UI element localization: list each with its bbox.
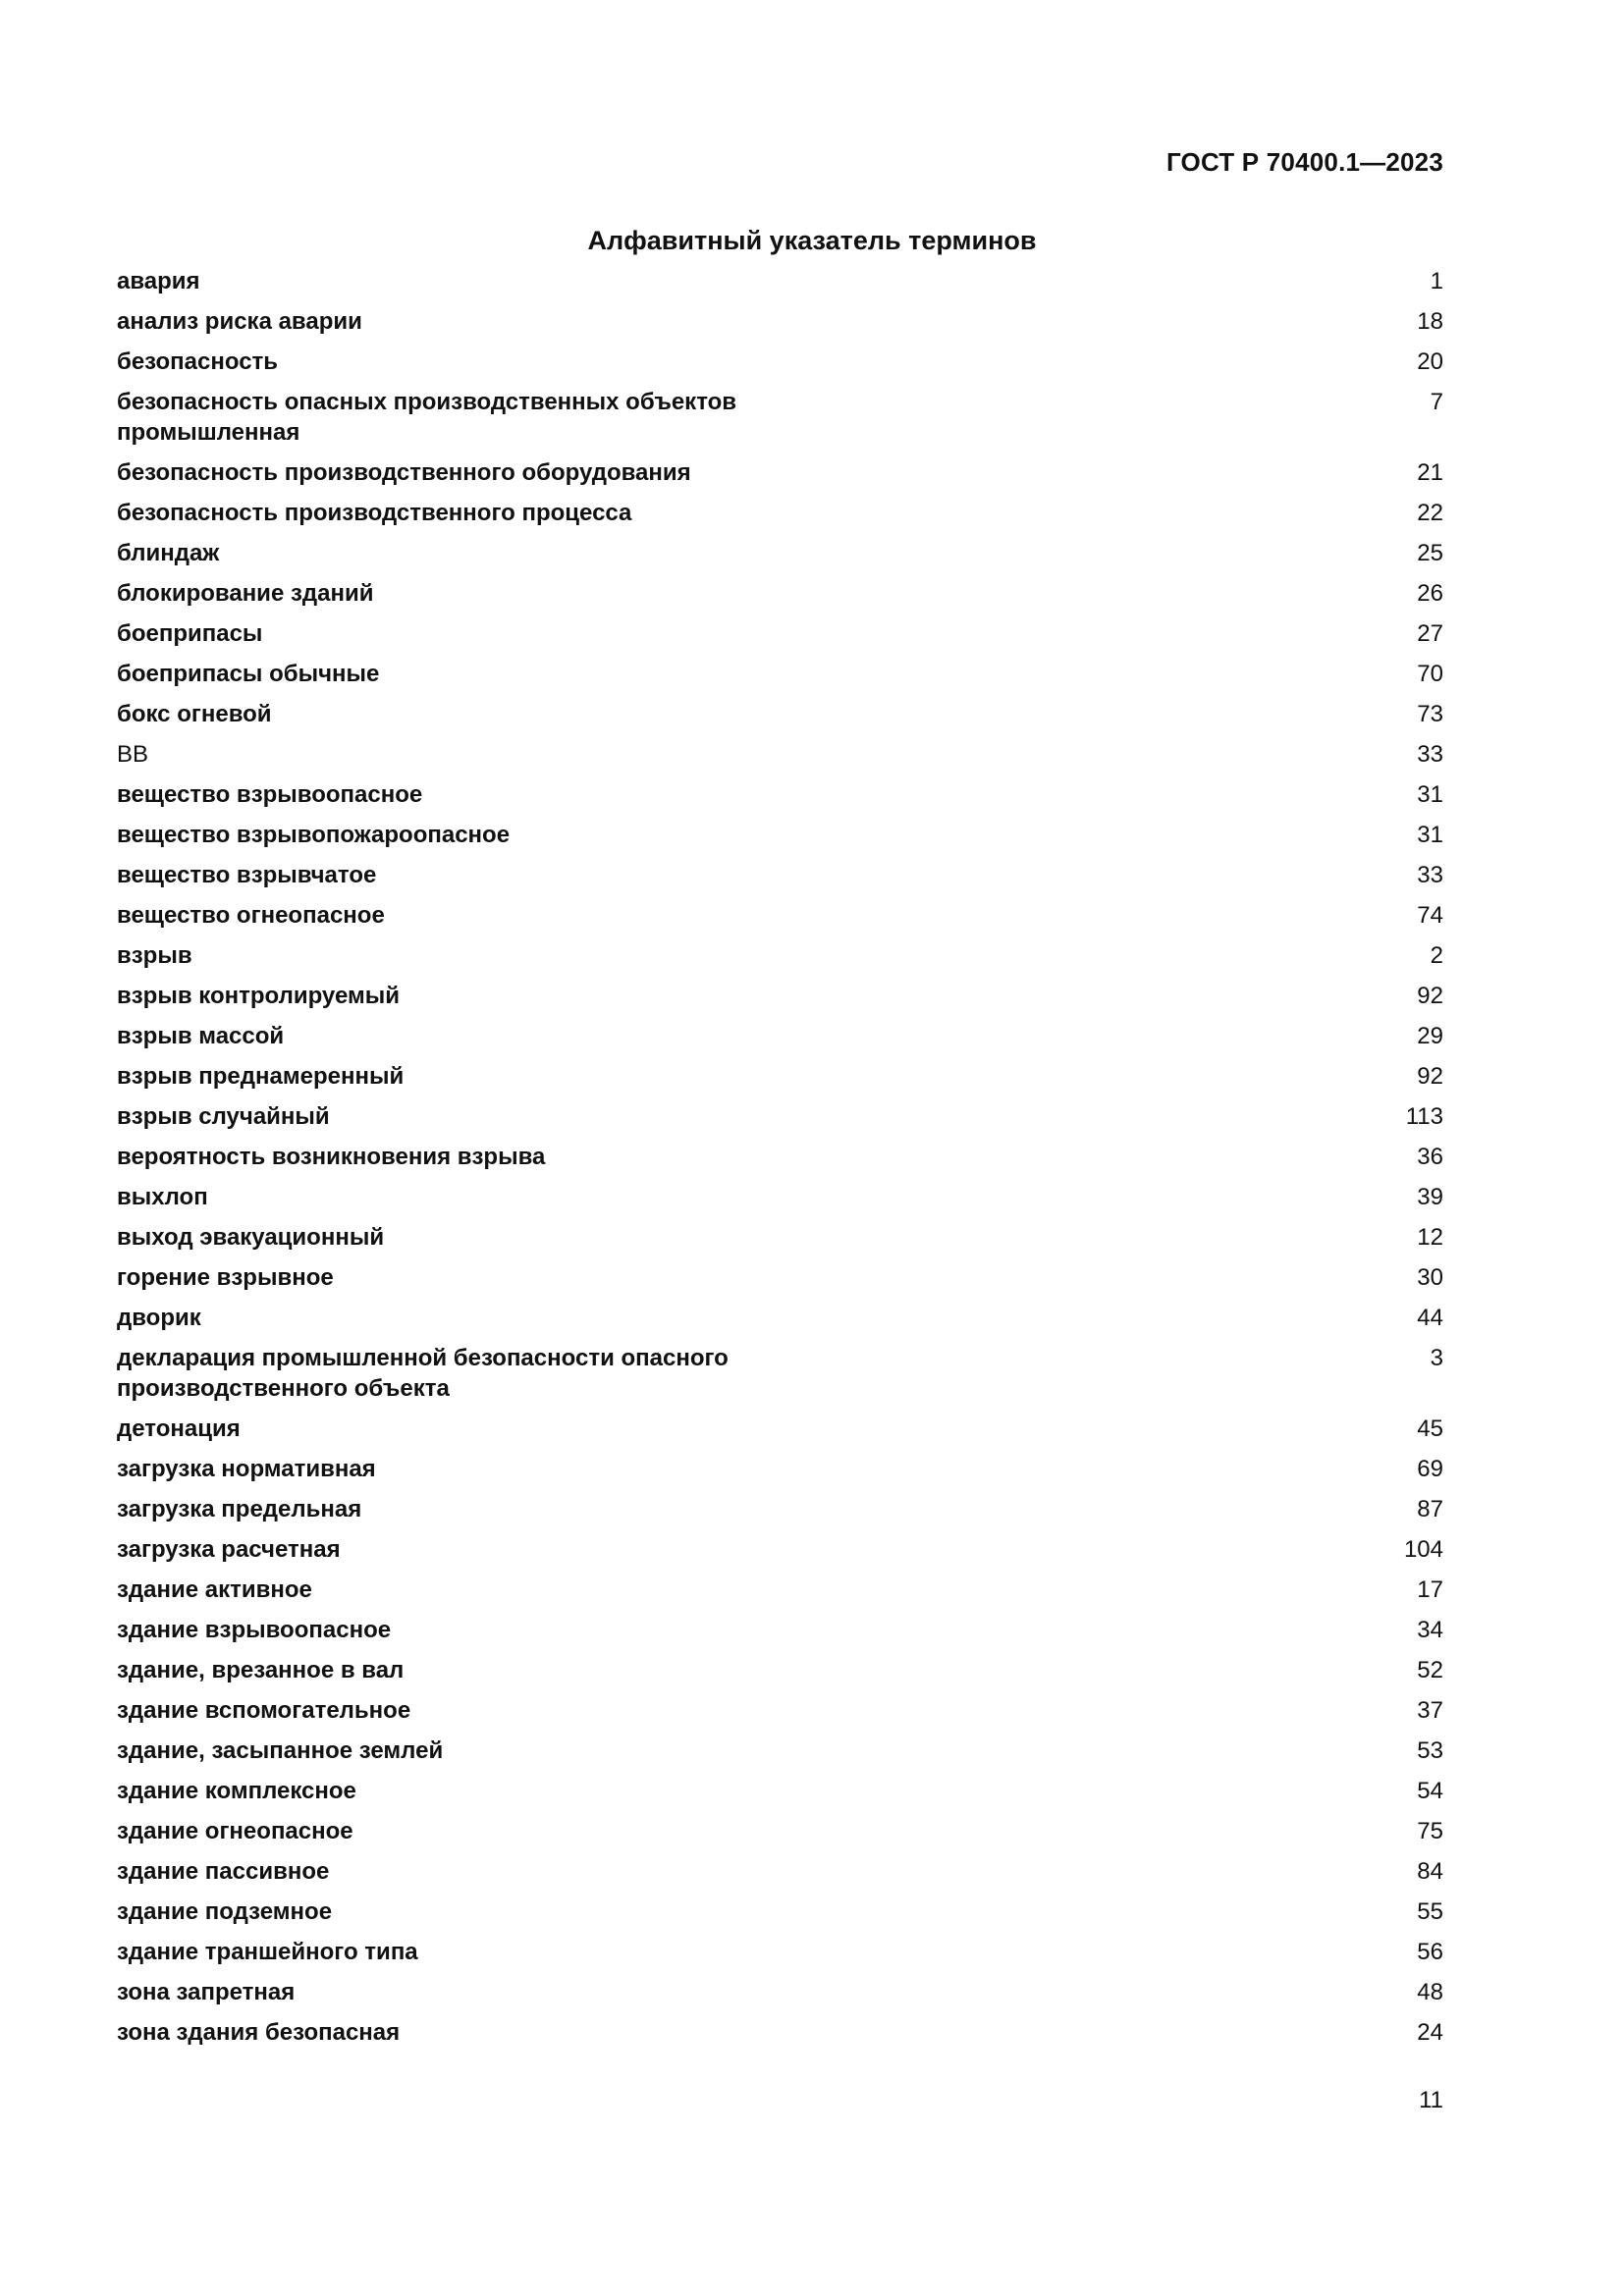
index-term: взрыв контролируемый bbox=[117, 983, 400, 1009]
index-entry bbox=[117, 699, 1443, 729]
index-term: взрыв случайный bbox=[117, 1103, 330, 1130]
index-term-number: 55 bbox=[1417, 1898, 1443, 1925]
index-term-number: 30 bbox=[1417, 1264, 1443, 1291]
index-term-number: 92 bbox=[1417, 983, 1443, 1009]
index-term: вещество огнеопасное bbox=[117, 902, 385, 929]
index-term-number: 56 bbox=[1417, 1939, 1443, 1965]
index-term-number: 69 bbox=[1417, 1456, 1443, 1482]
index-term: загрузка предельная bbox=[117, 1496, 362, 1522]
index-term: горение взрывное bbox=[117, 1264, 334, 1291]
index-entry bbox=[117, 1142, 1443, 1172]
index-term: боеприпасы bbox=[117, 620, 263, 647]
index-entry bbox=[117, 1816, 1443, 1846]
index-term-number: 74 bbox=[1417, 902, 1443, 929]
index-term: безопасность bbox=[117, 348, 279, 375]
index-entry bbox=[117, 659, 1443, 689]
index-term-number: 34 bbox=[1417, 1617, 1443, 1643]
index-term-number: 33 bbox=[1417, 741, 1443, 768]
index-term: здание пассивное bbox=[117, 1858, 330, 1885]
index-term-number: 1 bbox=[1430, 268, 1443, 294]
index-term: здание взрывоопасное bbox=[117, 1617, 392, 1643]
index-term: вещество взрывчатое bbox=[117, 862, 377, 888]
index-term-number: 21 bbox=[1417, 459, 1443, 486]
index-term-number: 45 bbox=[1417, 1415, 1443, 1442]
index-entry bbox=[117, 1896, 1443, 1927]
index-term: загрузка нормативная bbox=[117, 1456, 376, 1482]
index-term: взрыв преднамеренный bbox=[117, 1063, 405, 1090]
index-term-number: 75 bbox=[1417, 1818, 1443, 1844]
index-term: зона запретная bbox=[117, 1979, 296, 2005]
index-entry bbox=[117, 1937, 1443, 1967]
index-entry bbox=[117, 779, 1443, 810]
index-term-number: 52 bbox=[1417, 1657, 1443, 1683]
index-entry bbox=[117, 1061, 1443, 1092]
index-term: вещество взрывоопасное bbox=[117, 781, 423, 808]
index-entry bbox=[117, 387, 1443, 448]
index-term: безопасность производственного оборудования bbox=[117, 459, 691, 486]
document-code: ГОСТ Р 70400.1—2023 bbox=[1165, 147, 1443, 177]
index-term-number: 48 bbox=[1417, 1979, 1443, 2005]
index-term-number: 12 bbox=[1417, 1224, 1443, 1251]
index-entry bbox=[117, 578, 1443, 609]
index-entry bbox=[117, 1454, 1443, 1484]
index-entry bbox=[117, 347, 1443, 377]
index-term: боеприпасы обычные bbox=[117, 661, 380, 687]
index-term-number: 27 bbox=[1417, 620, 1443, 647]
index-term-number: 33 bbox=[1417, 862, 1443, 888]
index-term: загрузка расчетная bbox=[117, 1536, 341, 1563]
index-entry bbox=[117, 981, 1443, 1011]
index-term: здание активное bbox=[117, 1576, 312, 1603]
index-term-number: 92 bbox=[1417, 1063, 1443, 1090]
index-entry bbox=[117, 1776, 1443, 1806]
index-term: детонация bbox=[117, 1415, 241, 1442]
index-term-number: 87 bbox=[1417, 1496, 1443, 1522]
index-term: взрыв bbox=[117, 942, 192, 969]
index-term-number: 29 bbox=[1417, 1023, 1443, 1049]
index-term-number: 39 bbox=[1417, 1184, 1443, 1210]
index-entry bbox=[117, 1494, 1443, 1524]
index-entry bbox=[117, 457, 1443, 488]
index-entry bbox=[117, 618, 1443, 649]
index-term-number: 20 bbox=[1417, 348, 1443, 375]
index-entry bbox=[117, 1615, 1443, 1645]
index-term: анализ риска аварии bbox=[117, 308, 362, 335]
index-term-number: 31 bbox=[1417, 822, 1443, 848]
index-entry bbox=[117, 739, 1443, 770]
index-term-number: 84 bbox=[1417, 1858, 1443, 1885]
index-entry bbox=[117, 1977, 1443, 2007]
index-term-number: 113 bbox=[1405, 1103, 1443, 1130]
index-entry bbox=[117, 1414, 1443, 1444]
index-term: здание вспомогательное bbox=[117, 1697, 411, 1724]
index-entry bbox=[117, 1101, 1443, 1132]
index-term: блиндаж bbox=[117, 540, 220, 566]
index-term: ВВ bbox=[117, 741, 149, 768]
index-term: здание, засыпанное землей bbox=[117, 1737, 444, 1764]
index-term: дворик bbox=[117, 1305, 201, 1331]
index-term-number: 70 bbox=[1417, 661, 1443, 687]
index-term: здание подземное bbox=[117, 1898, 333, 1925]
index-entry bbox=[117, 1303, 1443, 1333]
index-term-number: 3 bbox=[1430, 1345, 1443, 1371]
index-entry bbox=[117, 1735, 1443, 1766]
index-entry bbox=[117, 1021, 1443, 1051]
index-entry bbox=[117, 1856, 1443, 1887]
index-term: вероятность возникновения взрыва bbox=[117, 1144, 546, 1170]
index-term: здание комплексное bbox=[117, 1778, 356, 1804]
index-term-number: 37 bbox=[1417, 1697, 1443, 1724]
index-entry bbox=[117, 1182, 1443, 1212]
index-term-number: 53 bbox=[1417, 1737, 1443, 1764]
index-term: здание, врезанное в вал bbox=[117, 1657, 405, 1683]
index-term: авария bbox=[117, 268, 200, 294]
index-term: выхлоп bbox=[117, 1184, 208, 1210]
index-term-number: 25 bbox=[1417, 540, 1443, 566]
index-term-number: 2 bbox=[1430, 942, 1443, 969]
index-entry bbox=[117, 1695, 1443, 1726]
index-entry bbox=[117, 498, 1443, 528]
index-term: зона здания безопасная bbox=[117, 2019, 401, 2046]
index-entry bbox=[117, 900, 1443, 931]
index-term: декларация промышленной безопасности опасного производственного объекта bbox=[117, 1345, 729, 1402]
index-entry bbox=[117, 2017, 1443, 2048]
index-entry bbox=[117, 306, 1443, 337]
index-term: вещество взрывопожароопасное bbox=[117, 822, 511, 848]
index-entry bbox=[117, 1343, 1443, 1404]
index-term-number: 18 bbox=[1417, 308, 1443, 335]
index-entry bbox=[117, 1655, 1443, 1685]
index-entry bbox=[117, 266, 1443, 296]
index-entry bbox=[117, 1575, 1443, 1605]
page-number: 11 bbox=[1419, 2087, 1443, 2113]
index-term-number: 73 bbox=[1417, 701, 1443, 727]
index-term: выход эвакуационный bbox=[117, 1224, 385, 1251]
index-entry bbox=[117, 860, 1443, 890]
index-entry bbox=[117, 1534, 1443, 1565]
index-term-number: 31 bbox=[1417, 781, 1443, 808]
index-term: взрыв массой bbox=[117, 1023, 285, 1049]
index-term-number: 22 bbox=[1417, 500, 1443, 526]
index-term-number: 36 bbox=[1417, 1144, 1443, 1170]
index-term: здание траншейного типа bbox=[117, 1939, 418, 1965]
index-term-number: 104 bbox=[1403, 1536, 1443, 1563]
index-term: здание огнеопасное bbox=[117, 1818, 353, 1844]
index-term: блокирование зданий bbox=[117, 580, 374, 607]
index-term: бокс огневой bbox=[117, 701, 272, 727]
index-entry bbox=[117, 940, 1443, 971]
index-term-number: 44 bbox=[1417, 1305, 1443, 1331]
index-term: безопасность производственного процесса bbox=[117, 500, 632, 526]
index-term-number: 7 bbox=[1430, 389, 1443, 415]
index-entry bbox=[117, 820, 1443, 850]
index-term: безопасность опасных производственных объектов промышленная bbox=[117, 389, 737, 446]
index-entry bbox=[117, 538, 1443, 568]
index-term-number: 26 bbox=[1417, 580, 1443, 607]
index-entry bbox=[117, 1262, 1443, 1293]
index-entry bbox=[117, 1222, 1443, 1253]
index-term-number: 54 bbox=[1417, 1778, 1443, 1804]
index-term-number: 24 bbox=[1417, 2019, 1443, 2046]
term-index-list bbox=[117, 266, 1443, 2057]
index-title: Алфавитный указатель терминов bbox=[587, 226, 1037, 255]
index-term-number: 17 bbox=[1417, 1576, 1443, 1603]
